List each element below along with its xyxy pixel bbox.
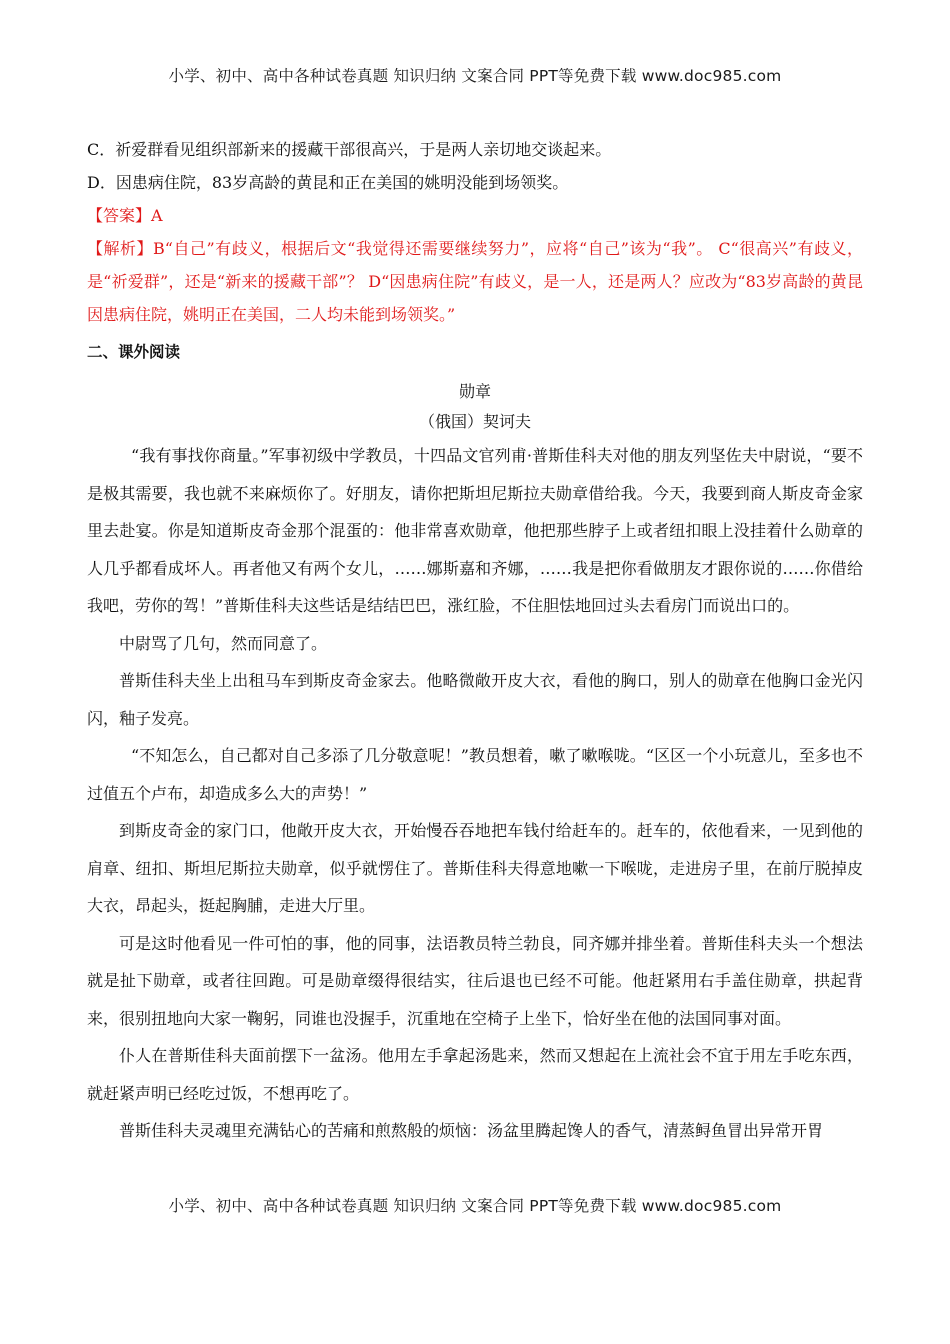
option-c: C．祈爱群看见组织部新来的援藏干部很高兴，于是两人亲切地交谈起来。: [87, 140, 612, 159]
article-paragraph: 仆人在普斯佳科夫面前摆下一盆汤。他用左手拿起汤匙来，然而又想起在上流社会不宜于用左手吃东西，就赶紧声明已经吃过饭，不想再吃了。: [87, 1046, 863, 1103]
article-author: （俄国）契诃夫: [418, 412, 531, 431]
page-header-banner: 小学、初中、高中各种试卷真题 知识归纳 文案合同 PPT等免费下载 www.doc985.com: [168, 67, 782, 85]
document-body: [87, 133, 863, 1150]
article-paragraph: 可是这时他看见一件可怕的事，他的同事，法语教员特兰勃良，同齐娜并排坐着。普斯佳科夫头一个想法就是扯下勋章，或者往回跑。可是勋章缀得很结实，往后退也已经不可能。他赶紧用右手盖住勋章，拱起背来，很别扭地向大家一鞠躬，同谁也没握手，沉重地在空椅子上坐下，恰好坐在他的法国同事对面。: [87, 933, 863, 1028]
section-heading: 二、课外阅读: [87, 343, 181, 361]
page-footer-banner: 小学、初中、高中各种试卷真题 知识归纳 文案合同 PPT等免费下载 www.doc985.com: [168, 1197, 782, 1215]
article-paragraph: 普斯佳科夫坐上出租马车到斯皮奇金家去。他略微敞开皮大衣，看他的胸口，别人的勋章在他胸口金光闪闪，釉子发亮。: [87, 671, 863, 728]
article-title: 勋章: [458, 382, 491, 401]
article-paragraph: 到斯皮奇金的家门口，他敞开皮大衣，开始慢吞吞地把车钱付给赶车的。赶车的，依他看来，一见到他的肩章、纽扣、斯坦尼斯拉夫勋章，似乎就愣住了。普斯佳科夫得意地嗽一下喉咙，走进房子里，在前厅脱掉皮大衣，昂起头，挺起胸脯，走进大厅里。: [87, 821, 863, 915]
analysis-text: 【解析】B“自己”有歧义，根据后文“我觉得还需要继续努力”，应将“自己”该为“我”。 C“很高兴”有歧义，是“祈爱群”，还是“新来的援藏干部”？ D“因患病住院”有歧义，是一人，还是两人？应改为“83岁高龄的黄昆因患病住院，姚明正在美国，二人均未能到场领奖。”: [87, 239, 863, 324]
article-paragraph: 中尉骂了几句，然而同意了。: [119, 633, 328, 653]
article-paragraph: “我有事找你商量。”军事初级中学教员，十四品文官列甫·普斯佳科夫对他的朋友列坚佐夫中尉说，“要不是极其需要，我也就不来麻烦你了。好朋友，请你把斯坦尼斯拉夫勋章借给我。今天，我要到商人斯皮奇金家里去赴宴。你是知道斯皮奇金那个混蛋的：他非常喜欢勋章，他把那些脖子上或者纽扣眼上没挂着什么勋章的人几乎都看成坏人。再者他又有两个女儿，……娜斯嘉和齐娜，……我是把你看做朋友才跟你说的……你借给我吧，劳你的驾！”普斯佳科夫这些话是结结巴巴，涨红脸，不住胆怯地回过头去看房门而说出口的。: [87, 446, 863, 615]
answer-line: 【答案】A: [87, 206, 163, 225]
article-paragraph: “不知怎么，自己都对自己多添了几分敬意呢！”教员想着，嗽了嗽喉咙。“区区一个小玩意儿，至多也不过值五个卢布，却造成多么大的声势！”: [87, 746, 863, 803]
option-d: D．因患病住院，83岁高龄的黄昆和正在美国的姚明没能到场领奖。: [87, 173, 569, 192]
article-paragraph: 普斯佳科夫灵魂里充满钻心的苦痛和煎熬般的烦恼：汤盆里腾起馋人的香气，清蒸鲟鱼冒出异常开胃: [119, 1121, 824, 1140]
